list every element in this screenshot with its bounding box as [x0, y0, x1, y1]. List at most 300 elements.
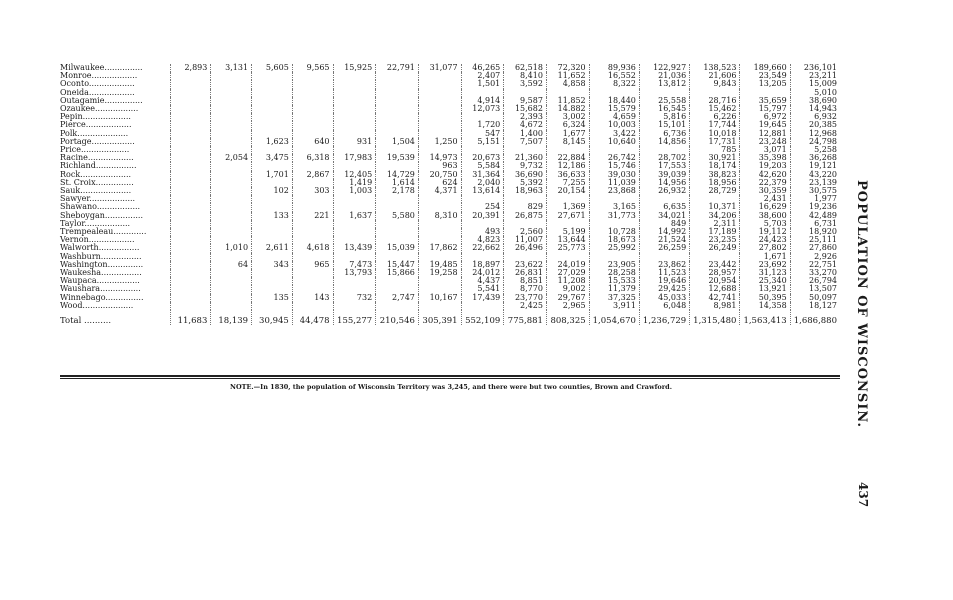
population-cell: 138,523	[690, 64, 740, 72]
population-cell: 64	[211, 261, 252, 269]
population-cell: 23,139	[790, 179, 840, 187]
population-cell	[376, 121, 419, 129]
population-cell: 16,629	[740, 203, 790, 211]
population-cell	[170, 179, 211, 187]
population-cell	[252, 220, 293, 228]
population-cell: 2,407	[461, 72, 504, 80]
population-cell: 2,867	[292, 171, 333, 179]
population-cell: 13,205	[740, 80, 790, 88]
population-cell: 27,802	[740, 244, 790, 252]
population-cell: 62,518	[504, 64, 547, 72]
population-cell: 26,794	[790, 277, 840, 285]
total-label: Total ..........	[60, 316, 112, 327]
population-cell: 23,549	[740, 72, 790, 80]
population-cell: 1,010	[211, 244, 252, 252]
total-row	[60, 310, 840, 325]
population-cell: 1,003	[333, 187, 376, 195]
population-cell: 8,770	[504, 285, 547, 293]
population-cell	[170, 195, 211, 203]
population-cell: 19,539	[376, 154, 419, 162]
county-name: Pepin...................	[60, 112, 131, 122]
population-cell: 1,419	[333, 179, 376, 187]
population-cell: 624	[418, 179, 461, 187]
population-cell	[418, 220, 461, 228]
population-cell: 18,673	[589, 236, 639, 244]
population-cell: 8,145	[546, 138, 589, 146]
population-cell: 122,927	[639, 64, 689, 72]
population-cell	[333, 113, 376, 121]
population-cell	[211, 195, 252, 203]
population-cell: 1,369	[546, 203, 589, 211]
population-cell: 1,250	[418, 138, 461, 146]
population-cell: 11,652	[546, 72, 589, 80]
population-cell: 1,623	[252, 138, 293, 146]
population-cell	[211, 80, 252, 88]
population-cell: 16,552	[589, 72, 639, 80]
population-cell: 5,258	[790, 146, 840, 154]
population-cell: 23,622	[504, 261, 547, 269]
population-cell: 30,575	[790, 187, 840, 195]
total-cell: 210,546	[376, 310, 419, 325]
total-cell: 18,139	[211, 310, 252, 325]
population-cell	[252, 228, 293, 236]
population-cell	[252, 105, 293, 113]
population-cell: 15,533	[589, 277, 639, 285]
population-cell	[418, 195, 461, 203]
population-cell: 20,385	[790, 121, 840, 129]
population-cell: 4,823	[461, 236, 504, 244]
population-cell	[418, 105, 461, 113]
population-cell: 9,732	[504, 162, 547, 170]
county-name: Ozaukee.................	[60, 104, 139, 114]
table-row	[60, 244, 840, 252]
county-name: Walworth................	[60, 243, 140, 253]
population-cell: 43,220	[790, 171, 840, 179]
population-cell	[292, 277, 333, 285]
county-name: Washington..............	[60, 259, 144, 269]
population-cell: 13,644	[546, 236, 589, 244]
population-cell	[211, 171, 252, 179]
population-cell: 25,111	[790, 236, 840, 244]
population-cell: 35,398	[740, 154, 790, 162]
population-cell: 965	[292, 261, 333, 269]
population-cell	[170, 171, 211, 179]
population-cell: 10,371	[690, 203, 740, 211]
county-name: Taylor..................	[60, 218, 131, 228]
population-cell: 1,671	[740, 253, 790, 261]
population-cell: 31,077	[418, 64, 461, 72]
population-cell	[418, 121, 461, 129]
population-cell	[170, 162, 211, 170]
population-cell: 26,742	[589, 154, 639, 162]
population-cell	[170, 261, 211, 269]
population-cell: 30,359	[740, 187, 790, 195]
county-name: Richland................	[60, 161, 137, 171]
population-cell: 102	[252, 187, 293, 195]
county-name: Winnebago...............	[60, 292, 144, 302]
county-name: Outagamie...............	[60, 95, 143, 105]
population-cell: 15,101	[639, 121, 689, 129]
population-cell: 14,358	[740, 302, 790, 310]
population-cell: 36,690	[504, 171, 547, 179]
population-cell: 21,360	[504, 154, 547, 162]
county-name: Waushara................	[60, 284, 141, 294]
population-cell: 1,501	[461, 80, 504, 88]
population-cell: 13,507	[790, 285, 840, 293]
population-cell: 13,812	[639, 80, 689, 88]
county-name: Oneida..................	[60, 87, 135, 97]
population-cell	[376, 72, 419, 80]
population-cell: 4,672	[504, 121, 547, 129]
population-cell: 28,716	[690, 97, 740, 105]
population-cell	[211, 220, 252, 228]
population-cell: 732	[333, 294, 376, 302]
population-cell: 12,881	[740, 130, 790, 138]
population-cell	[292, 269, 333, 277]
population-cell	[333, 97, 376, 105]
running-header-title: POPULATION OF WISCONSIN.	[854, 180, 869, 428]
population-cell: 8,410	[504, 72, 547, 80]
county-name: Portage.................	[60, 136, 135, 146]
population-cell: 15,682	[504, 105, 547, 113]
population-cell: 4,618	[292, 244, 333, 252]
population-cell	[170, 105, 211, 113]
population-cell: 17,862	[418, 244, 461, 252]
population-cell: 9,587	[504, 97, 547, 105]
total-cell: 1,686,880	[790, 310, 840, 325]
population-cell	[170, 269, 211, 277]
population-cell	[211, 97, 252, 105]
population-cell: 19,646	[639, 277, 689, 285]
population-cell	[418, 72, 461, 80]
population-cell: 10,003	[589, 121, 639, 129]
population-cell	[170, 187, 211, 195]
population-cell	[170, 220, 211, 228]
population-cell	[211, 72, 252, 80]
population-cell	[292, 72, 333, 80]
population-cell: 4,437	[461, 277, 504, 285]
population-cell: 2,311	[690, 220, 740, 228]
population-cell: 35,659	[740, 97, 790, 105]
population-cell: 12,688	[690, 285, 740, 293]
population-cell: 15,797	[740, 105, 790, 113]
population-cell: 1,504	[376, 138, 419, 146]
population-cell: 24,798	[790, 138, 840, 146]
total-cell: 1,563,413	[740, 310, 790, 325]
population-cell: 39,039	[639, 171, 689, 179]
population-cell	[170, 113, 211, 121]
table-bottom-rule	[60, 375, 840, 377]
population-cell	[170, 294, 211, 302]
population-cell	[376, 89, 419, 97]
population-cell: 547	[461, 130, 504, 138]
population-cell	[461, 302, 504, 310]
population-cell: 343	[252, 261, 293, 269]
population-cell: 27,671	[546, 212, 589, 220]
population-cell: 3,592	[504, 80, 547, 88]
population-cell	[170, 212, 211, 220]
population-table-body	[60, 64, 840, 325]
county-name: Wood....................	[60, 300, 134, 310]
population-cell	[418, 277, 461, 285]
population-cell: 4,858	[546, 80, 589, 88]
population-cell: 18,127	[790, 302, 840, 310]
population-cell: 15,866	[376, 269, 419, 277]
total-cell: 155,277	[333, 310, 376, 325]
county-name: Monroe..................	[60, 71, 138, 81]
population-cell	[170, 89, 211, 97]
population-cell	[292, 89, 333, 97]
total-cell: 11,683	[170, 310, 211, 325]
population-cell: 23,442	[690, 261, 740, 269]
population-cell: 15,925	[333, 64, 376, 72]
population-cell: 11,039	[589, 179, 639, 187]
population-cell	[376, 80, 419, 88]
population-cell	[292, 105, 333, 113]
population-cell: 14,956	[639, 179, 689, 187]
table-row	[60, 187, 840, 195]
population-cell: 963	[418, 162, 461, 170]
population-cell: 10,640	[589, 138, 639, 146]
population-cell: 3,002	[546, 113, 589, 121]
page-number: 437	[856, 482, 870, 508]
population-cell	[211, 302, 252, 310]
population-cell: 28,258	[589, 269, 639, 277]
population-cell	[170, 138, 211, 146]
population-cell: 42,620	[740, 171, 790, 179]
population-cell: 15,447	[376, 261, 419, 269]
population-cell: 1,701	[252, 171, 293, 179]
population-cell: 23,770	[504, 294, 547, 302]
population-cell: 189,660	[740, 64, 790, 72]
population-cell: 20,391	[461, 212, 504, 220]
population-cell: 12,073	[461, 105, 504, 113]
population-cell	[333, 277, 376, 285]
population-cell: 5,541	[461, 285, 504, 293]
population-cell: 25,558	[639, 97, 689, 105]
population-cell: 13,614	[461, 187, 504, 195]
population-cell	[376, 302, 419, 310]
population-cell: 5,580	[376, 212, 419, 220]
population-table	[60, 64, 840, 325]
population-cell: 18,956	[690, 179, 740, 187]
population-cell: 7,507	[504, 138, 547, 146]
population-cell: 27,860	[790, 244, 840, 252]
population-cell: 5,151	[461, 138, 504, 146]
population-cell: 829	[504, 203, 547, 211]
population-cell: 24,019	[546, 261, 589, 269]
population-cell: 135	[252, 294, 293, 302]
population-cell: 2,747	[376, 294, 419, 302]
population-cell: 22,884	[546, 154, 589, 162]
population-cell: 31,773	[589, 212, 639, 220]
population-cell: 19,203	[740, 162, 790, 170]
population-cell: 8,322	[589, 80, 639, 88]
population-cell	[292, 228, 333, 236]
population-cell: 15,746	[589, 162, 639, 170]
population-cell	[252, 113, 293, 121]
population-cell: 25,340	[740, 277, 790, 285]
county-name: Sheboygan...............	[60, 210, 144, 220]
population-cell: 14.882	[546, 105, 589, 113]
population-cell	[170, 253, 211, 261]
population-cell	[211, 294, 252, 302]
population-cell: 19,112	[740, 228, 790, 236]
population-cell	[292, 302, 333, 310]
population-cell: 18,174	[690, 162, 740, 170]
population-cell: 1,637	[333, 212, 376, 220]
population-cell: 28,702	[639, 154, 689, 162]
population-cell	[170, 97, 211, 105]
population-cell	[170, 121, 211, 129]
population-cell: 133	[252, 212, 293, 220]
population-cell: 9,002	[546, 285, 589, 293]
population-cell: 2,893	[170, 64, 211, 72]
population-cell	[333, 121, 376, 129]
population-cell: 12,186	[546, 162, 589, 170]
population-cell: 18,440	[589, 97, 639, 105]
population-cell	[211, 212, 252, 220]
population-cell	[252, 97, 293, 105]
population-cell: 236,101	[790, 64, 840, 72]
population-cell: 1,400	[504, 130, 547, 138]
population-cell	[292, 113, 333, 121]
population-cell: 14,729	[376, 171, 419, 179]
population-cell: 2,965	[546, 302, 589, 310]
population-cell	[292, 220, 333, 228]
population-cell: 3,475	[252, 154, 293, 162]
population-cell: 39,030	[589, 171, 639, 179]
population-cell: 18,920	[790, 228, 840, 236]
population-cell: 22,751	[790, 261, 840, 269]
population-cell: 50,395	[740, 294, 790, 302]
population-cell	[211, 228, 252, 236]
population-cell: 6,048	[639, 302, 689, 310]
population-cell: 42,489	[790, 212, 840, 220]
population-cell: 4,914	[461, 97, 504, 105]
population-cell: 493	[461, 228, 504, 236]
population-cell	[211, 130, 252, 138]
population-cell	[333, 72, 376, 80]
population-cell	[376, 97, 419, 105]
population-cell	[418, 97, 461, 105]
total-cell: 775,881	[504, 310, 547, 325]
population-cell	[252, 302, 293, 310]
population-cell: 11,852	[546, 97, 589, 105]
county-name: Oconto..................	[60, 79, 135, 89]
population-cell	[211, 277, 252, 285]
population-cell	[376, 228, 419, 236]
population-cell: 29,767	[546, 294, 589, 302]
population-cell: 785	[690, 146, 740, 154]
county-name: Sauk....................	[60, 186, 132, 196]
population-cell: 19,645	[740, 121, 790, 129]
population-cell	[333, 228, 376, 236]
population-cell: 11,523	[639, 269, 689, 277]
population-cell	[170, 80, 211, 88]
population-cell: 24,423	[740, 236, 790, 244]
population-cell	[333, 89, 376, 97]
population-cell: 22,662	[461, 244, 504, 252]
population-cell: 22,791	[376, 64, 419, 72]
population-cell: 29,425	[639, 285, 689, 293]
county-name: Sawyer..................	[60, 194, 136, 204]
population-cell: 25,773	[546, 244, 589, 252]
population-cell	[211, 121, 252, 129]
population-cell: 21,606	[690, 72, 740, 80]
population-cell	[292, 80, 333, 88]
population-cell: 7,255	[546, 179, 589, 187]
population-cell	[418, 228, 461, 236]
county-name: Waupaca.................	[60, 276, 140, 286]
population-cell	[333, 195, 376, 203]
population-cell: 45,033	[639, 294, 689, 302]
population-cell	[252, 80, 293, 88]
county-name: Waukesha................	[60, 268, 142, 278]
population-cell: 10,728	[589, 228, 639, 236]
population-cell: 2,560	[504, 228, 547, 236]
county-name: Pierce..................	[60, 120, 132, 130]
population-cell	[211, 89, 252, 97]
population-cell	[418, 302, 461, 310]
population-cell	[211, 113, 252, 121]
population-cell: 11,208	[546, 277, 589, 285]
population-cell	[211, 187, 252, 195]
population-cell: 8,851	[504, 277, 547, 285]
population-cell: 50,097	[790, 294, 840, 302]
population-cell	[418, 113, 461, 121]
population-cell: 25,992	[589, 244, 639, 252]
population-cell	[211, 179, 252, 187]
population-cell: 4,371	[418, 187, 461, 195]
total-cell: 808,325	[546, 310, 589, 325]
population-cell	[418, 80, 461, 88]
population-cell: 5,392	[504, 179, 547, 187]
county-name: Racine..................	[60, 153, 134, 163]
population-cell: 5,584	[461, 162, 504, 170]
population-cell: 26,496	[504, 244, 547, 252]
population-cell: 6,736	[639, 130, 689, 138]
population-cell: 38,600	[740, 212, 790, 220]
population-cell	[170, 228, 211, 236]
county-name: Trempealeau.............	[60, 227, 147, 237]
population-cell: 6,972	[740, 113, 790, 121]
county-name: Price...................	[60, 145, 130, 155]
population-cell: 34,206	[690, 212, 740, 220]
population-cell: 17,553	[639, 162, 689, 170]
population-cell	[333, 105, 376, 113]
population-cell: 3,131	[211, 64, 252, 72]
population-cell: 20,750	[418, 171, 461, 179]
total-cell: 30,945	[252, 310, 293, 325]
population-cell: 3,165	[589, 203, 639, 211]
population-cell	[252, 89, 293, 97]
population-cell: 26,932	[639, 187, 689, 195]
population-cell: 640	[292, 138, 333, 146]
population-cell: 6,932	[790, 113, 840, 121]
population-cell: 23,692	[740, 261, 790, 269]
population-cell: 21,524	[639, 236, 689, 244]
county-name: Polk....................	[60, 128, 129, 138]
county-name: Rock....................	[60, 169, 132, 179]
population-table-container	[60, 64, 840, 325]
population-cell: 15,462	[690, 105, 740, 113]
population-cell: 8,981	[690, 302, 740, 310]
population-cell: 15,009	[790, 80, 840, 88]
population-cell: 7,473	[333, 261, 376, 269]
population-cell: 37,325	[589, 294, 639, 302]
population-cell: 23,211	[790, 72, 840, 80]
